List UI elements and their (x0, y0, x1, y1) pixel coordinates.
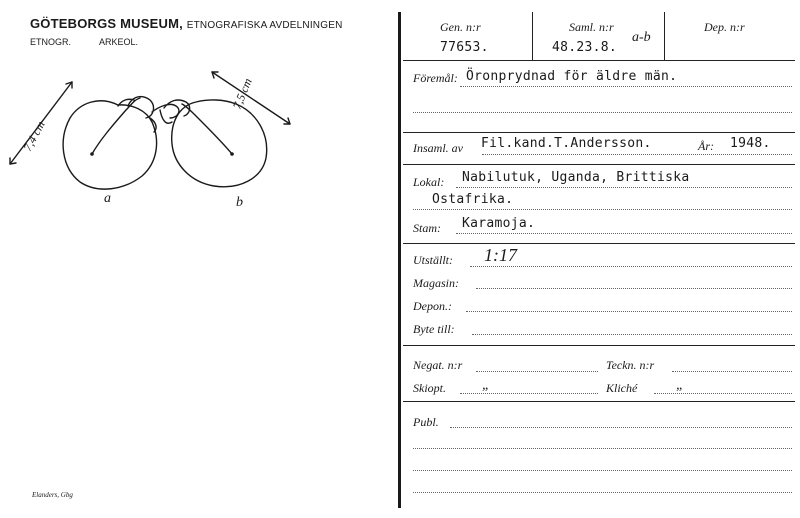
dotted-line (413, 112, 792, 113)
department-subheader (30, 37, 164, 47)
ear-ornament-sketch (0, 60, 330, 220)
magasin-label: Magasin: (413, 276, 459, 290)
sketch-label-a: a (104, 191, 111, 206)
museum-header (30, 16, 343, 31)
sketch-label-b: b (236, 195, 243, 210)
saml-label: Saml. n:r (569, 20, 614, 34)
dep-label: Dep. n:r (704, 20, 745, 34)
lokal-value-1: Nabilutuk, Uganda, Brittiska (462, 170, 690, 185)
rule (403, 60, 795, 61)
cell-separator (532, 12, 533, 60)
dotted-line (460, 86, 792, 87)
sketch-dim-a: 7,4 cm (20, 118, 48, 154)
dotted-line (470, 266, 792, 267)
rule (403, 164, 795, 165)
depon-label: Depon.: (413, 299, 452, 313)
skiopt-value: „ (482, 378, 490, 393)
foremal-label: Föremål: (413, 71, 458, 85)
saml-value: 48.23.8. (552, 40, 618, 55)
department-name: ETNOGRAFISKA AVDELNINGEN (186, 20, 343, 31)
stam-value: Karamoja. (462, 216, 536, 231)
dotted-line (466, 311, 792, 312)
gen-label: Gen. n:r (440, 20, 481, 34)
gen-value: 77653. (440, 40, 489, 55)
dotted-line (672, 371, 792, 372)
ornament-a-outline (63, 101, 156, 189)
dotted-line (460, 393, 598, 394)
kliche-label: Kliché (606, 381, 638, 395)
museum-name: GÖTEBORGS MUSEUM, (30, 16, 183, 31)
foremal-value: Öronprydnad för äldre män. (466, 69, 678, 84)
stam-label: Stam: (413, 221, 441, 235)
byte-label: Byte till: (413, 322, 455, 336)
ornament-b-outline (172, 100, 267, 187)
insaml-value: Fil.kand.T.Andersson. (481, 136, 652, 151)
dotted-line (450, 427, 792, 428)
saml-suffix: a-b (632, 30, 651, 45)
dotted-line (413, 492, 792, 493)
dotted-line (482, 154, 792, 155)
rule (403, 243, 795, 244)
card-divider (398, 12, 401, 508)
publ-label: Publ. (413, 415, 439, 429)
rule (403, 401, 795, 402)
ar-value: 1948. (730, 136, 771, 151)
sub-etnogr: ETNOGR. (30, 37, 72, 47)
dotted-line (413, 209, 792, 210)
dim-arrow-b (212, 72, 290, 124)
dotted-line (654, 393, 792, 394)
dotted-line (413, 470, 792, 471)
rule (403, 345, 795, 346)
ar-label: År: (698, 139, 714, 153)
dotted-line (476, 288, 792, 289)
dotted-line (413, 448, 792, 449)
dotted-line (456, 233, 792, 234)
lokal-value-2: Ostafrika. (432, 192, 514, 207)
sub-arkeol: ARKEOL. (99, 37, 139, 47)
dotted-line (476, 371, 598, 372)
printer-imprint: Elanders, Gbg (32, 491, 73, 499)
clasp (128, 97, 190, 132)
insaml-label: Insaml. av (413, 141, 463, 155)
utstallt-label: Utställt: (413, 253, 454, 267)
teckn-label: Teckn. n:r (606, 358, 655, 372)
lokal-label: Lokal: (413, 175, 445, 189)
kliche-value: „ (676, 378, 684, 393)
utstallt-value: 1:17 (484, 245, 517, 265)
dotted-line (456, 187, 792, 188)
rule (403, 132, 795, 133)
cell-separator (664, 12, 665, 60)
sketch-dim-b: 7,5 cm (229, 76, 255, 112)
skiopt-label: Skiopt. (413, 381, 446, 395)
negat-label: Negat. n:r (413, 358, 463, 372)
dotted-line (472, 334, 792, 335)
